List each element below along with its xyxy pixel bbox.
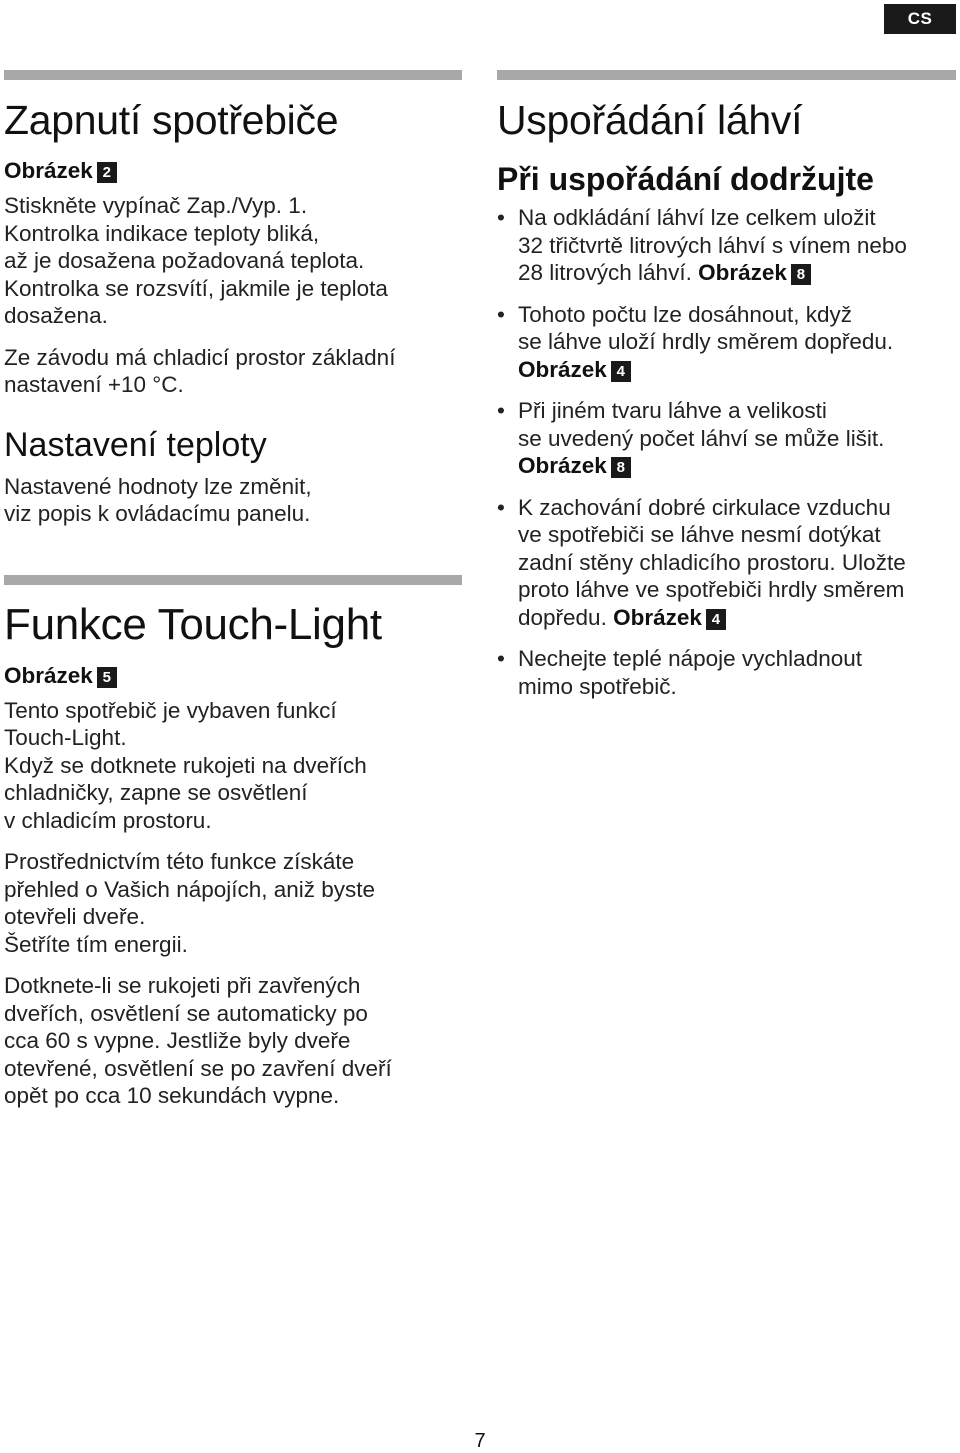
- figure-number-badge: 5: [97, 667, 117, 688]
- section-title-touch-light: Funkce Touch-Light: [4, 599, 382, 649]
- list-item: • Na odkládání láhví lze celkem uložit 32 třičtvrtě litrových láhví s vínem nebo 28 litrových láhví. Obrázek 8: [497, 205, 907, 285]
- bullet-icon: •: [497, 301, 505, 327]
- bullet-icon: •: [497, 646, 505, 671]
- paragraph: Tento spotřebič je vybaven funkcí Touch-Light. Když se dotknete rukojeti na dveřích chladničky, zapne se osvětlení v chladicím prostoru.: [4, 697, 367, 833]
- list-item: • Nechejte teplé nápoje vychladnout mimo spotřebič.: [497, 646, 862, 699]
- bullet-icon: •: [497, 205, 505, 230]
- figure-label: Obrázek: [518, 453, 607, 478]
- paragraph: Dotknete-li se rukojeti při zavřených dveřích, osvětlení se automaticky po cca 60 s vypne. Jestliže byly dveře otevřené, osvětlení se po zavření dveří opět po cca 10 sekundách vypne.: [4, 973, 392, 1108]
- figure-number-badge: 4: [611, 361, 631, 382]
- figure-number-badge: 2: [97, 162, 117, 183]
- bullet-icon: •: [497, 494, 505, 520]
- paragraph: Ze závodu má chladicí prostor základní nastavení +10 °C.: [4, 344, 396, 397]
- figure-label: Obrázek: [698, 260, 787, 285]
- section-title-temperature: Nastavení teploty: [4, 425, 267, 464]
- section-title-power-on: Zapnutí spotřebiče: [4, 97, 339, 143]
- figure-label: Obrázek: [613, 604, 702, 630]
- list-item: • Tohoto počtu lze dosáhnout, když se láhve uloží hrdly směrem dopředu. Obrázek 4: [497, 301, 894, 382]
- paragraph: Nastavené hodnoty lze změnit, viz popis k ovládacímu panelu.: [4, 473, 312, 526]
- bullet-list: [497, 204, 956, 700]
- right-column: [497, 70, 956, 700]
- figure-label: Obrázek: [4, 158, 93, 183]
- section-divider: [4, 70, 462, 80]
- section-title-bottle-arrangement: Uspořádání láhví: [497, 97, 803, 143]
- page-number: 7: [474, 1430, 486, 1452]
- paragraph: Stiskněte vypínač Zap./Vyp. 1. Kontrolka indikace teploty bliká, až je dosažena požadovaná teplota. Kontrolka se rozsvítí, jakmile je teplota dosažena.: [4, 193, 388, 328]
- figure-reference: [4, 663, 462, 689]
- paragraph: Prostřednictvím této funkce získáte přehled o Vašich nápojích, aniž byste otevřeli dveře. Šetříte tím energii.: [4, 849, 376, 957]
- figure-number-badge: 8: [791, 264, 811, 285]
- figure-label: Obrázek: [4, 662, 93, 688]
- list-item: • K zachování dobré cirkulace vzduchu ve spotřebiči se láhve nesmí dotýkat zadní stěny chladicího prostoru. Uložte proto láhve ve spotřebiči hrdly směrem dopředu. Obrázek 4: [497, 494, 906, 630]
- list-item: • Při jiném tvaru láhve a velikosti se uvedený počet láhví se může lišit. Obrázek 8: [497, 398, 885, 478]
- bullet-icon: •: [497, 398, 505, 423]
- section-subtitle: Při uspořádání dodržujte: [497, 161, 874, 197]
- language-badge: CS: [884, 4, 956, 34]
- figure-number-badge: 4: [706, 609, 726, 630]
- figure-reference: [4, 158, 462, 184]
- section-divider: [4, 575, 462, 585]
- left-column: [4, 70, 462, 1110]
- figure-label: Obrázek: [518, 356, 607, 382]
- section-divider: [497, 70, 956, 80]
- figure-number-badge: 8: [611, 457, 631, 478]
